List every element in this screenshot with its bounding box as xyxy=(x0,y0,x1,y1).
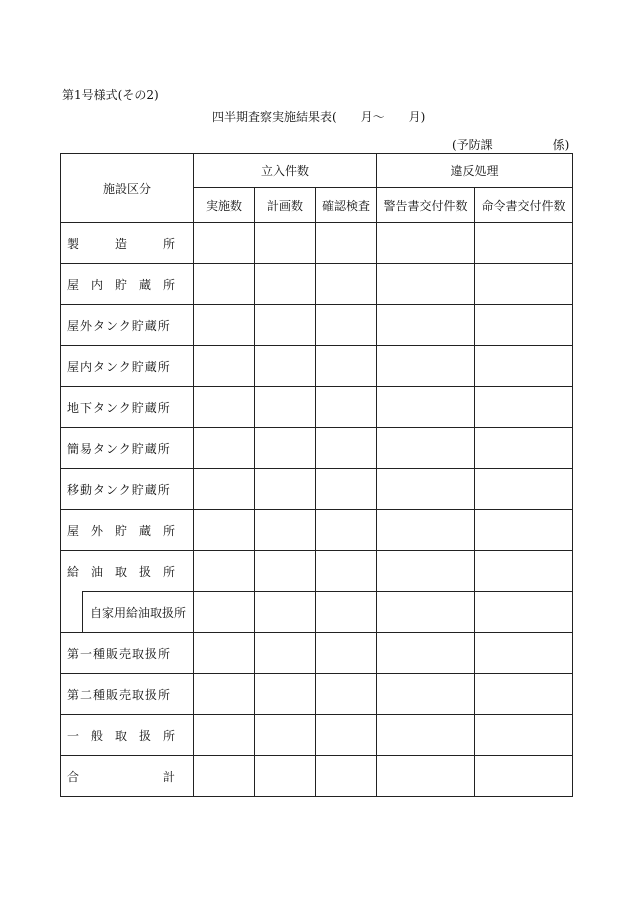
cell-conducted xyxy=(194,264,255,305)
cell-warning xyxy=(377,633,475,674)
row-label: 製 造 所 xyxy=(61,223,194,264)
cell-planned xyxy=(255,674,316,715)
cell-confirmation xyxy=(316,264,377,305)
table-row xyxy=(61,592,573,633)
cell-conducted xyxy=(194,715,255,756)
cell-confirmation xyxy=(316,674,377,715)
cell-confirmation xyxy=(316,387,377,428)
cell-warning xyxy=(377,264,475,305)
row-label: 屋 外 貯 蔵 所 xyxy=(61,510,194,551)
table-row xyxy=(61,715,573,756)
cell-warning xyxy=(377,469,475,510)
cell-warning xyxy=(377,428,475,469)
cell-conducted xyxy=(194,428,255,469)
inspections-group-header: 立入件数 xyxy=(194,154,377,188)
total-row xyxy=(61,756,573,797)
cell-warning xyxy=(377,346,475,387)
cell-order xyxy=(475,674,573,715)
cell-confirmation xyxy=(316,510,377,551)
column-header-planned: 計画数 xyxy=(255,188,316,223)
cell-confirmation xyxy=(316,715,377,756)
table-row xyxy=(61,264,573,305)
cell-order xyxy=(475,551,573,592)
facility-category-header: 施設区分 xyxy=(61,154,194,223)
table-row xyxy=(61,387,573,428)
cell-planned xyxy=(255,510,316,551)
cell-confirmation xyxy=(316,305,377,346)
row-label: 一 般 取 扱 所 xyxy=(61,715,194,756)
row-label: 自家用給油取扱所 xyxy=(83,592,194,633)
cell-order xyxy=(475,305,573,346)
report-title: 四半期査察実施結果表( 月～ 月) xyxy=(212,110,426,124)
cell-conducted xyxy=(194,551,255,592)
cell-order xyxy=(475,387,573,428)
cell-order xyxy=(475,469,573,510)
table-row xyxy=(61,551,573,592)
table-row xyxy=(61,469,573,510)
cell-warning xyxy=(377,510,475,551)
cell-conducted xyxy=(194,756,255,797)
column-header-confirmation-inspection: 確認検査 xyxy=(316,188,377,223)
cell-order xyxy=(475,510,573,551)
department-label: (予防課 係) xyxy=(452,138,570,152)
row-label: 屋内タンク貯蔵所 xyxy=(61,346,194,387)
violations-group-header: 違反処理 xyxy=(377,154,573,188)
cell-planned xyxy=(255,305,316,346)
cell-warning xyxy=(377,715,475,756)
row-label: 地下タンク貯蔵所 xyxy=(61,387,194,428)
table-row xyxy=(61,674,573,715)
cell-warning xyxy=(377,305,475,346)
cell-order xyxy=(475,428,573,469)
inspection-results-table xyxy=(60,153,573,797)
cell-planned xyxy=(255,715,316,756)
cell-conducted xyxy=(194,633,255,674)
cell-confirmation xyxy=(316,592,377,633)
table-row xyxy=(61,633,573,674)
cell-planned xyxy=(255,633,316,674)
table-row xyxy=(61,305,573,346)
cell-order xyxy=(475,633,573,674)
cell-conducted xyxy=(194,387,255,428)
cell-order xyxy=(475,592,573,633)
cell-conducted xyxy=(194,510,255,551)
cell-confirmation xyxy=(316,469,377,510)
cell-order xyxy=(475,715,573,756)
row-label: 簡易タンク貯蔵所 xyxy=(61,428,194,469)
cell-order xyxy=(475,756,573,797)
cell-warning xyxy=(377,387,475,428)
cell-planned xyxy=(255,469,316,510)
cell-confirmation xyxy=(316,223,377,264)
cell-order xyxy=(475,346,573,387)
row-label: 屋外タンク貯蔵所 xyxy=(61,305,194,346)
row-label: 屋 内 貯 蔵 所 xyxy=(61,264,194,305)
cell-conducted xyxy=(194,223,255,264)
cell-order xyxy=(475,223,573,264)
cell-warning xyxy=(377,756,475,797)
table-row xyxy=(61,510,573,551)
cell-warning xyxy=(377,223,475,264)
column-header-order-notices: 命令書交付件数 xyxy=(475,188,573,223)
cell-confirmation xyxy=(316,756,377,797)
column-header-conducted: 実施数 xyxy=(194,188,255,223)
row-label: 給 油 取 扱 所 xyxy=(61,551,194,592)
cell-planned xyxy=(255,223,316,264)
form-id: 第1号様式(その2) xyxy=(62,88,159,102)
cell-planned xyxy=(255,387,316,428)
total-label: 合 計 xyxy=(61,756,194,797)
cell-warning xyxy=(377,551,475,592)
cell-planned xyxy=(255,428,316,469)
header-row-1 xyxy=(61,154,573,188)
row-label: 移動タンク貯蔵所 xyxy=(61,469,194,510)
cell-warning xyxy=(377,592,475,633)
cell-confirmation xyxy=(316,633,377,674)
cell-conducted xyxy=(194,305,255,346)
cell-conducted xyxy=(194,346,255,387)
cell-planned xyxy=(255,264,316,305)
cell-conducted xyxy=(194,674,255,715)
column-header-warning-notices: 警告書交付件数 xyxy=(377,188,475,223)
row-label: 第二種販売取扱所 xyxy=(61,674,194,715)
cell-conducted xyxy=(194,469,255,510)
cell-planned xyxy=(255,551,316,592)
table-row xyxy=(61,223,573,264)
cell-confirmation xyxy=(316,428,377,469)
table-row xyxy=(61,346,573,387)
cell-confirmation xyxy=(316,551,377,592)
indent-spacer xyxy=(61,592,83,633)
cell-order xyxy=(475,264,573,305)
cell-planned xyxy=(255,756,316,797)
cell-planned xyxy=(255,346,316,387)
cell-confirmation xyxy=(316,346,377,387)
table-row xyxy=(61,428,573,469)
cell-planned xyxy=(255,592,316,633)
cell-conducted xyxy=(194,592,255,633)
row-label: 第一種販売取扱所 xyxy=(61,633,194,674)
cell-warning xyxy=(377,674,475,715)
